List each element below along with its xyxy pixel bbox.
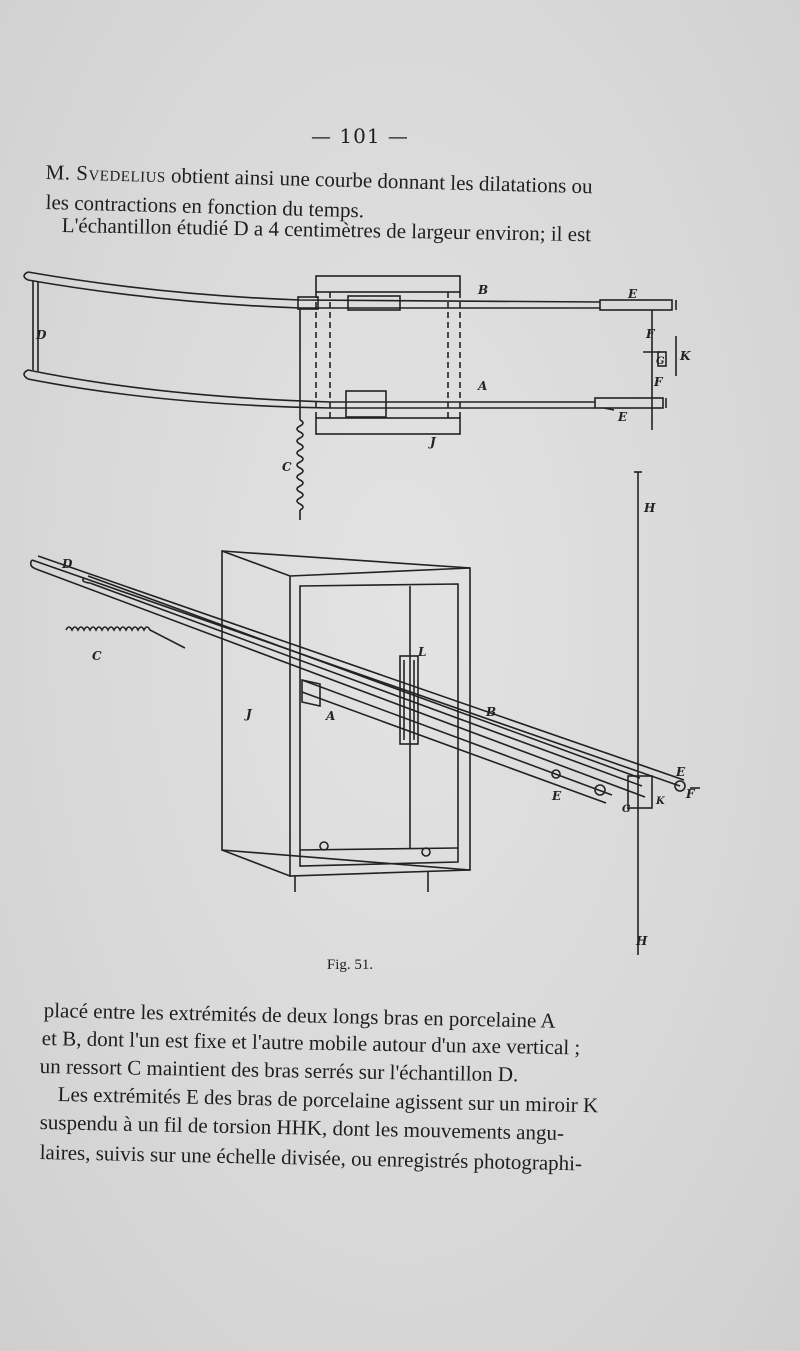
label-F-top: F: [646, 327, 655, 341]
label-A-top: A: [478, 379, 488, 393]
label-K-persp: K: [656, 796, 665, 807]
bottom-line-5: suspendu à un fil de torsion HHK, dont les mouvements angu-: [39, 1110, 565, 1145]
label-H-top: H: [644, 501, 656, 515]
bottom-line-2: et B, dont l'un est fixe et l'autre mobile autour d'un axe vertical ;: [41, 1026, 581, 1060]
label-E-low: E: [552, 789, 562, 803]
label-C-top: C: [282, 460, 292, 474]
bottom-line-3: un ressort C maintient des bras serrés sur l'échantillon D.: [39, 1054, 519, 1087]
label-A-persp: A: [326, 709, 336, 723]
label-D-persp: D: [62, 557, 73, 571]
bottom-line-1: placé entre les extrémités de deux longs bras en porcelaine A: [43, 998, 556, 1033]
figure-51-drawing: [0, 262, 800, 962]
label-F-bottom: F: [654, 375, 663, 389]
line-1-text: obtient ainsi une courbe donnant les dilatations ou: [170, 163, 593, 199]
label-E-top: E: [628, 287, 638, 301]
author-name: M. Svedelius: [45, 160, 167, 188]
label-G-top: G: [656, 356, 665, 367]
top-view-diagram: [24, 272, 676, 520]
label-E-bottom: E: [618, 410, 628, 424]
page-number: — 101 —: [311, 124, 409, 148]
bottom-line-6: laires, suivis sur une échelle divisée, ou enregistrés photographi-: [39, 1140, 583, 1176]
label-L-persp: L: [418, 645, 427, 659]
paragraph-line-3: L'échantillon étudié D a 4 centimètres de largeur environ; il est: [61, 213, 592, 247]
label-E-right: E: [676, 765, 686, 779]
bottom-line-4: Les extrémités E des bras de porcelaine agissent sur un miroir K: [57, 1082, 599, 1118]
label-B-persp: B: [486, 705, 497, 719]
label-B-top: B: [478, 283, 489, 297]
label-H-bottom: H: [636, 934, 648, 948]
label-D-top: D: [36, 328, 47, 342]
label-J-top: J: [430, 435, 436, 449]
label-F-persp: F: [686, 787, 695, 801]
label-C-persp: C: [92, 649, 102, 663]
perspective-diagram: [31, 551, 700, 892]
figure-caption: Fig. 51.: [326, 957, 374, 973]
paragraph-line-2: les contractions en fonction du temps.: [45, 190, 365, 223]
label-K-top: K: [680, 349, 691, 363]
label-J-persp: J: [246, 707, 252, 721]
label-G-persp: G: [622, 804, 631, 815]
